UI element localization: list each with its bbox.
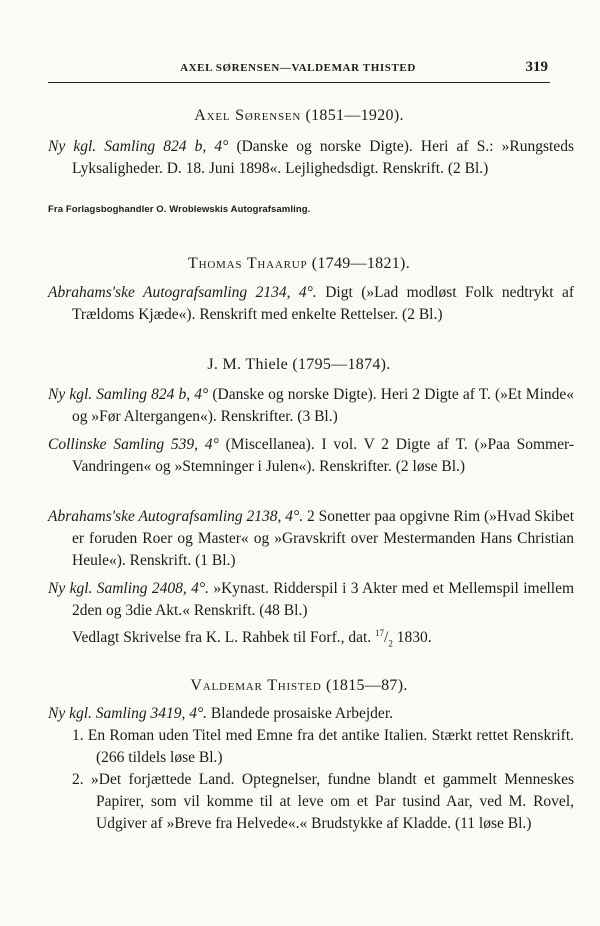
list-item (72, 769, 574, 835)
entry-text: 2 Sonetter paa opgivne Rim (»Hvad Skibet er foruden Roer og Master« og »Gravskrift over Mestermanden Hans Christian Heule«). Renskrift. (1 Bl.) (72, 508, 574, 569)
entry-text: (Miscellanea). I vol. V 2 Digte af T. (»Paa Sommer-Vandringen« og »Stemninger i Julen«). Renskrifter. (2 løse Bl.) (72, 436, 574, 475)
entry-text: »Kynast. Ridderspil i 3 Akter med et Mellemspil imellem 2den og 3die Akt.« Renskrift. (48 Bl.) (72, 580, 574, 619)
entry-source: Abrahams'ske Autografsamling 2134, 4°. (48, 284, 317, 301)
catalog-entry (48, 384, 574, 428)
entry-source: Ny kgl. Samling 824 b, 4° (48, 386, 209, 403)
catalog-entry (48, 506, 574, 572)
entry-source: Ny kgl. Samling 2408, 4°. (48, 580, 209, 597)
catalog-entry (48, 434, 574, 478)
list-item-number: 2. (72, 771, 84, 788)
running-head-title: AXEL SØRENSEN—VALDEMAR THISTED (180, 62, 416, 74)
entry-text: Digt (»Lad modløst Folk nedtrykt af Trældoms Kjæde«). Renskrift med enkelte Rettelser. (2 Bl.) (72, 284, 575, 323)
author-heading-thaarup (48, 255, 550, 273)
list-item-text: En Roman uden Titel med Emne fra det antike Italien. Stærkt rettet Renskrift. (266 tildels løse Bl.) (87, 727, 575, 766)
enclosure-text: Vedlagt Skrivelse fra K. L. Rahbek til Forf., dat. (72, 629, 372, 647)
author-dates: (1851—1920). (305, 107, 404, 124)
entry-text: Blandede prosaiske Arbejder. (210, 705, 393, 722)
catalog-entry (48, 578, 574, 622)
author-name: Valdemar Thisted (190, 677, 322, 694)
running-head (48, 59, 548, 80)
list-item-number: 1. (72, 727, 84, 744)
enclosure-year: 1830. (396, 629, 432, 647)
entry-text: (Danske og norske Digte). Heri af S.: »Rungsteds Lyksaligheder. D. 18. Juni 1898«. Lejlighedsdigt. Renskrift. (2 Bl.) (72, 138, 574, 177)
catalog-entry (48, 136, 574, 180)
list-item (72, 725, 574, 769)
author-dates: (1749—1821). (311, 255, 410, 272)
entry-source: Collinske Samling 539, 4° (48, 436, 219, 453)
catalog-entry (48, 282, 574, 326)
entry-source: Ny kgl. Samling 3419, 4°. (48, 705, 208, 722)
author-heading-sorensen (48, 107, 550, 125)
provenance-note: Fra Forlagsboghandler O. Wroblewskis Autografsamling. (48, 204, 311, 215)
catalog-entry (48, 703, 574, 725)
author-heading-thiele: J. M. Thiele (1795—1874). (207, 356, 391, 373)
author-heading-thisted (48, 677, 550, 695)
page-number: 319 (525, 59, 548, 75)
entry-source: Abrahams'ske Autografsamling 2138, 4°. (48, 508, 304, 525)
list-item-text: »Det forjættede Land. Optegnelser, fundne blandt et gammelt Menneskes Papirer, som vil komme til at leve om et Par tusind Aar, ved M. Rovel, Udgiver af »Breve fra Helvede«.« Brudstykke af Kladde. (11 løse Bl.) (91, 771, 575, 832)
author-dates: (1815—87). (326, 677, 408, 694)
date-denominator: 2 (388, 638, 393, 649)
date-numerator: 17 (375, 628, 385, 638)
header-rule (48, 82, 550, 83)
entry-text: (Danske og norske Digte). Heri 2 Digte af T. (»Et Minde« og »Før Altergangen«). Renskrifter. (3 Bl.) (72, 386, 575, 425)
author-name: Axel Sørensen (194, 107, 302, 124)
entry-source: Ny kgl. Samling 824 b, 4° (48, 138, 229, 155)
enclosure-note: Vedlagt Skrivelse fra K. L. Rahbek til Forf., dat. $^{17}/_2$ 1830. (72, 628, 432, 649)
author-name: Thomas Thaarup (188, 255, 308, 272)
